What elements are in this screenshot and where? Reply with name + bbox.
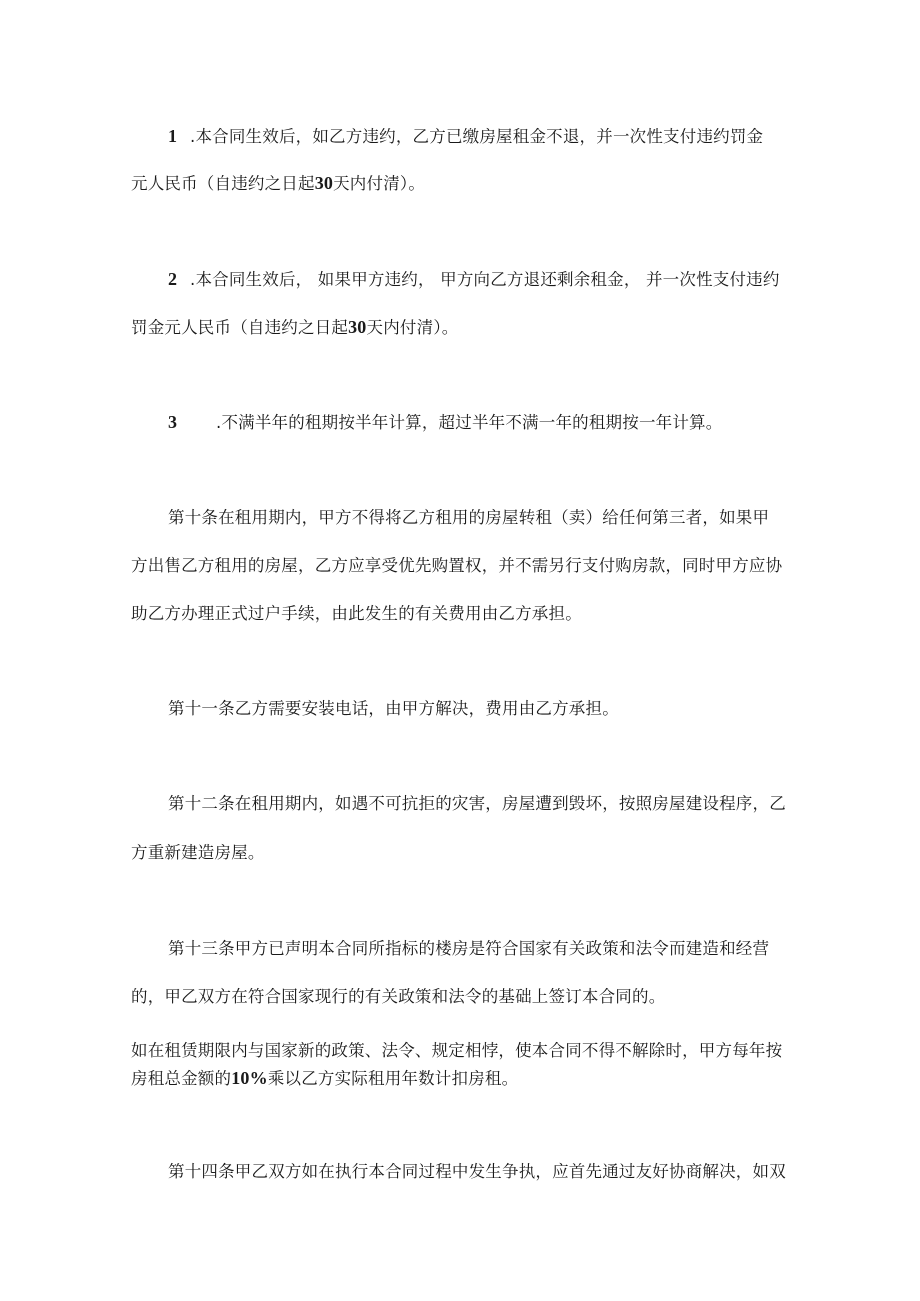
article-13-line-4 bbox=[131, 1067, 811, 1090]
article-10-line-3: 助乙方办理正式过户手续，由此发生的有关费用由乙方承担。 bbox=[131, 604, 582, 623]
article-10-line-1: 第十条在租用期内，甲方不得将乙方租用的房屋转租（卖）给任何第三者，如果甲 bbox=[168, 508, 770, 527]
article-13-line-2: 的，甲乙双方在符合国家现行的有关政策和法令的基础上签订本合同的。 bbox=[131, 987, 666, 1006]
item-3-line-1 bbox=[168, 411, 848, 434]
item-2-line-1 bbox=[168, 268, 848, 291]
article-11-line-1: 第十一条乙方需要安装电话，由甲方解决，费用由乙方承担。 bbox=[168, 699, 619, 718]
item-2-text: .本合同生效后， 如果甲方违约， 甲方向乙方退还剩余租金， 并一次性支付违约 bbox=[190, 270, 780, 289]
item-2-number: 2 bbox=[168, 269, 178, 289]
item-2-days: 30 bbox=[348, 317, 367, 337]
article-10-line-2: 方出售乙方租用的房屋，乙方应享受优先购置权，并不需另行支付购房款，同时甲方应协 bbox=[131, 556, 783, 575]
item-1-line-1 bbox=[168, 125, 848, 148]
item-1-number: 1 bbox=[168, 126, 178, 146]
item-1-text-2a: 元人民币（自违约之日起 bbox=[131, 174, 315, 193]
article-13-text-4a: 房租总金额的 bbox=[131, 1069, 232, 1088]
article-13-line-1: 第十三条甲方已声明本合同所指标的楼房是符合国家有关政策和法令而建造和经营 bbox=[168, 939, 770, 958]
article-12-line-2: 方重新建造房屋。 bbox=[131, 843, 265, 862]
item-1-text-2b: 天内付清）。 bbox=[333, 174, 426, 193]
item-1-line-2 bbox=[131, 172, 811, 195]
item-3-number: 3 bbox=[168, 412, 178, 432]
article-12-line-1: 第十二条在租用期内，如遇不可抗拒的灾害，房屋遭到毁坏，按照房屋建设程序，乙 bbox=[168, 794, 786, 813]
item-2-line-2 bbox=[131, 316, 811, 339]
item-2-text-2a: 罚金元人民币（自违约之日起 bbox=[131, 318, 349, 337]
article-14-line-1: 第十四条甲乙双方如在执行本合同过程中发生争执，应首先通过友好协商解决，如双 bbox=[168, 1162, 786, 1181]
item-2-text-2b: 天内付清）。 bbox=[366, 318, 459, 337]
item-3-text: .不满半年的租期按半年计算，超过半年不满一年的租期按一年计算。 bbox=[216, 413, 723, 432]
article-13-line-3: 如在租赁期限内与国家新的政策、法令、规定相悖，使本合同不得不解除时，甲方每年按 bbox=[131, 1041, 783, 1060]
article-13-percent: 10% bbox=[231, 1068, 268, 1088]
item-1-text: .本合同生效后，如乙方违约，乙方已缴房屋租金不退，并一次性支付违约罚金 bbox=[190, 127, 764, 146]
article-13-text-4b: 乘以乙方实际租用年数计扣房租。 bbox=[267, 1069, 519, 1088]
item-1-days: 30 bbox=[314, 173, 334, 193]
